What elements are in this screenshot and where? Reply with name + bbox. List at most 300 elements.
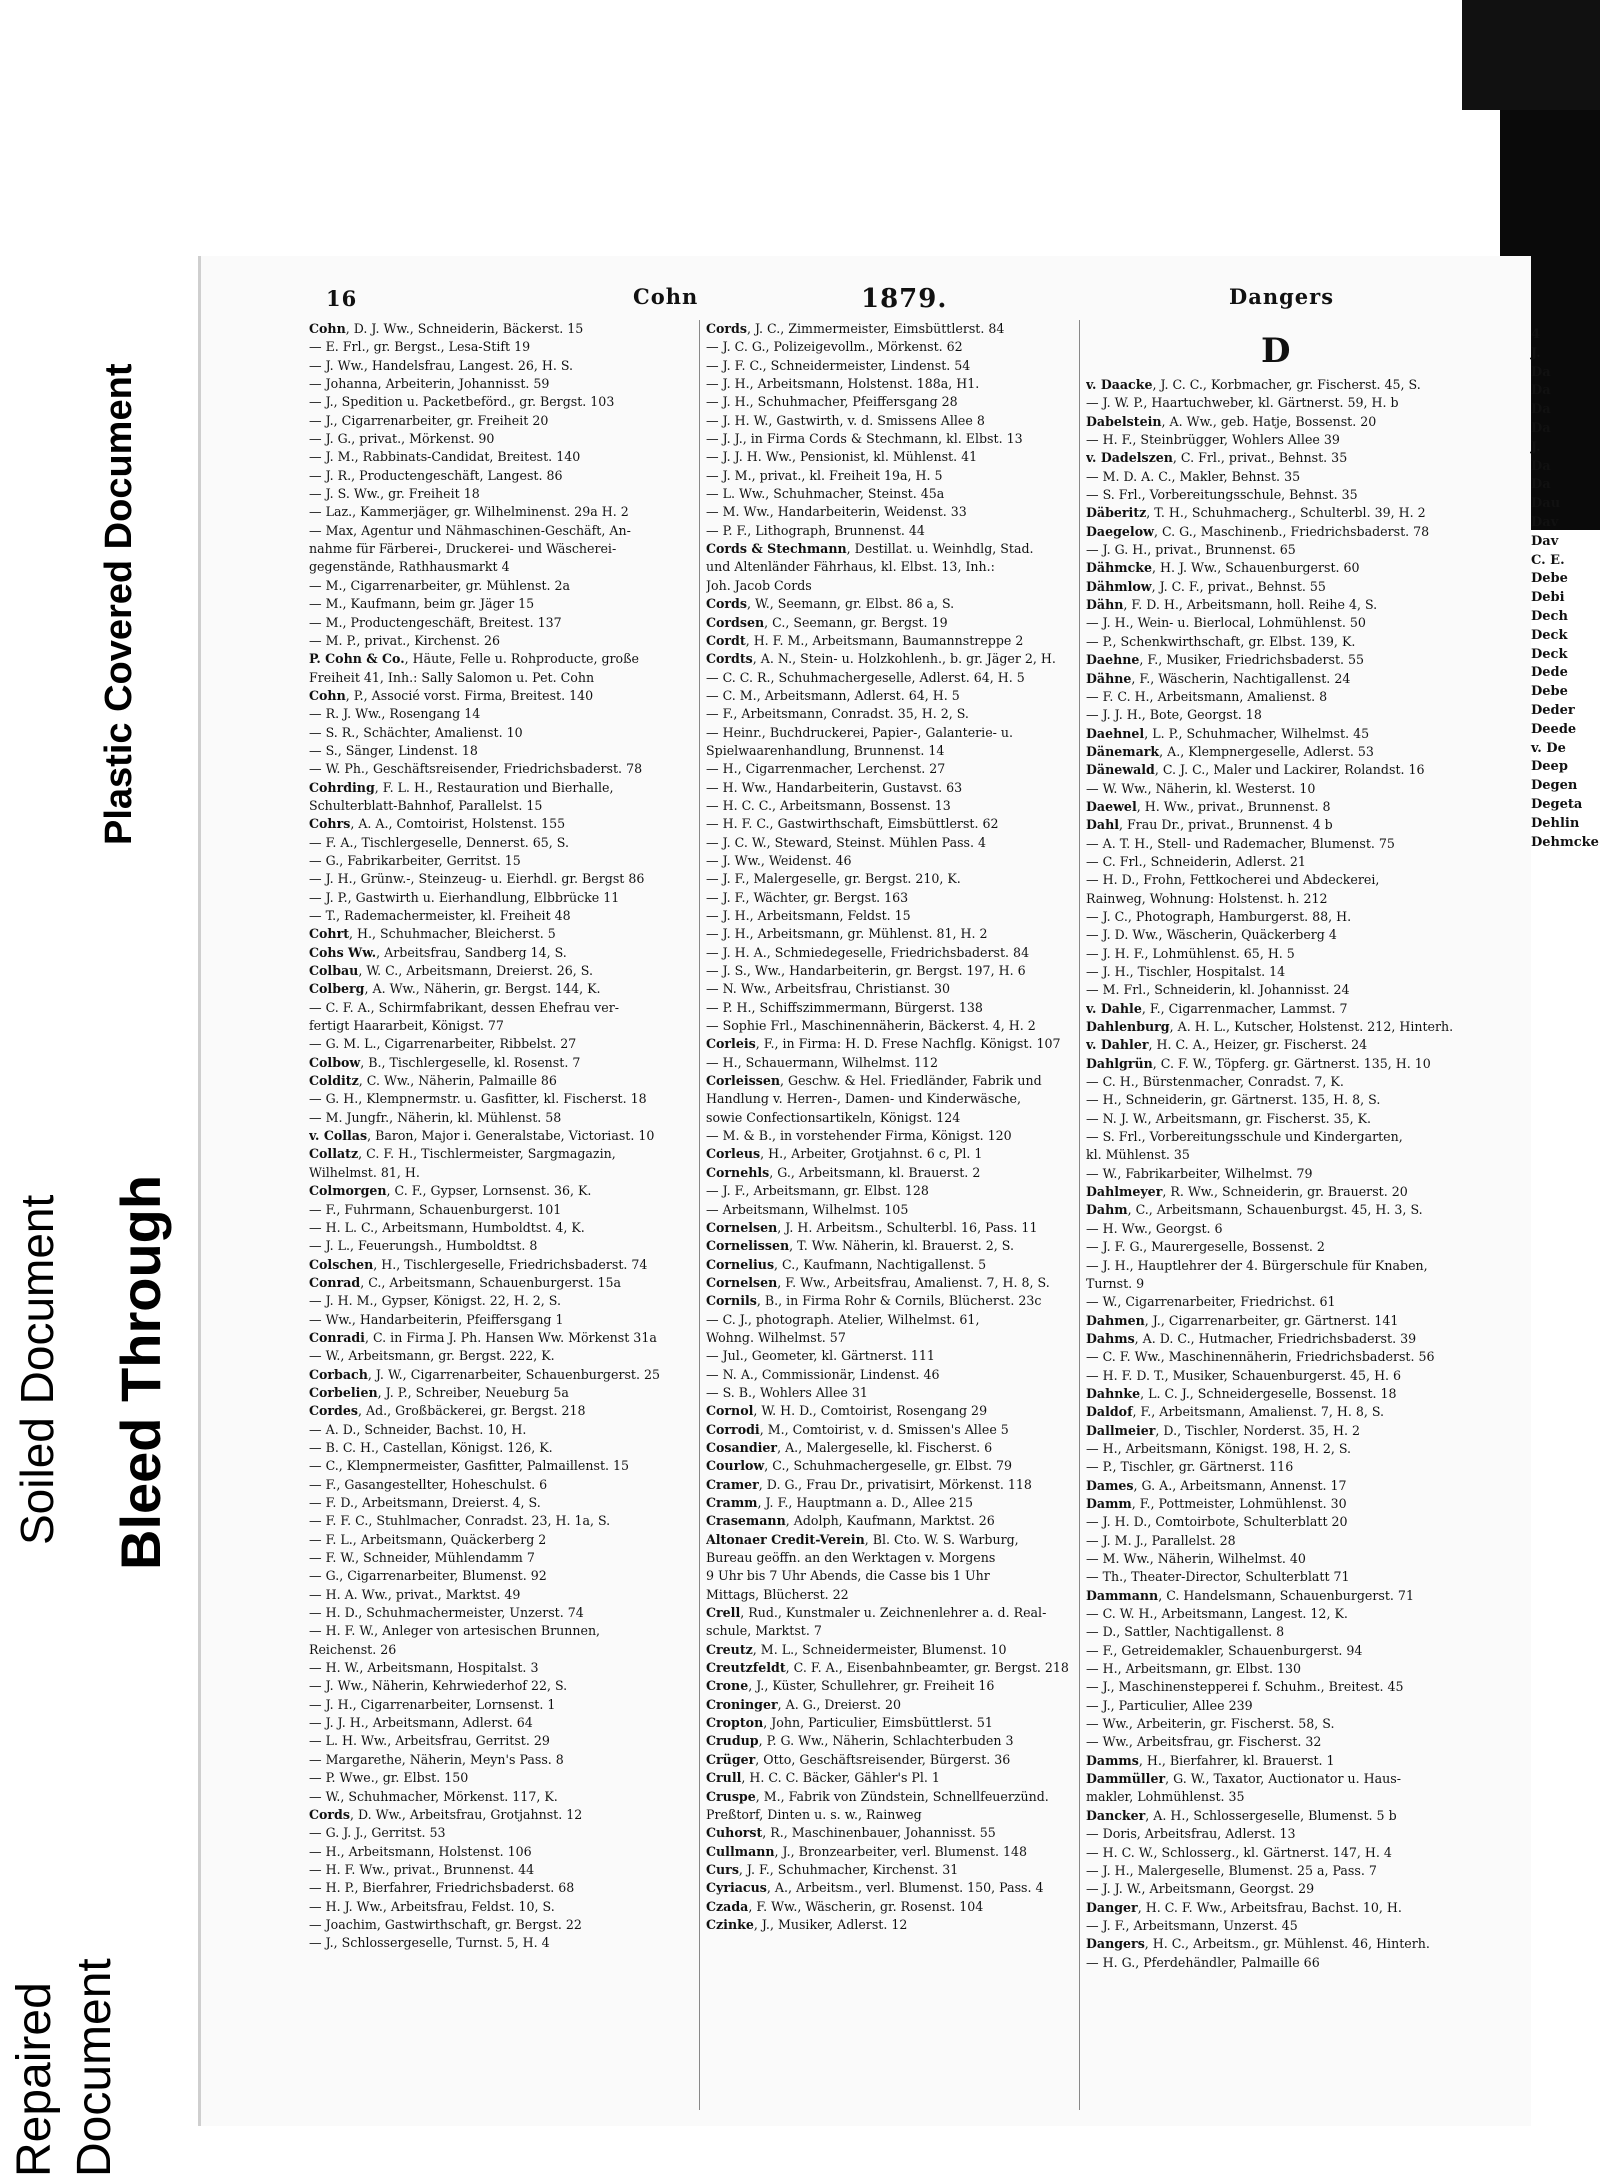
directory-entry: v. Dahle, F., Cigarrenmacher, Lammst. 7 xyxy=(1086,1000,1348,1016)
repaired-label-line2: Document xyxy=(68,1958,121,2177)
directory-entry: Cornelsen, J. H. Arbeitsm., Schulterbl. 16, Pass. 11 xyxy=(706,1219,1038,1235)
directory-entry: — J. M. J., Parallelst. 28 xyxy=(1086,1532,1236,1548)
directory-entry: — J. D. Ww., Wäscherin, Quäckerberg 4 xyxy=(1086,927,1337,943)
directory-entry: Dahmen, J., Cigarrenarbeiter, gr. Gärtnerst. 141 xyxy=(1086,1312,1399,1328)
directory-entry: — W., Fabrikarbeiter, Wilhelmst. 79 xyxy=(1086,1165,1313,1181)
directory-entry: — M. Ww., Handarbeiterin, Weidenst. 33 xyxy=(706,504,967,520)
directory-entry: Deck xyxy=(1531,646,1568,662)
directory-entry: Cohrding, F. L. H., Restauration und Bierhalle, xyxy=(309,779,614,795)
directory-entry: — J. Ww., Näherin, Kehrwiederhof 22, S. xyxy=(309,1678,568,1694)
directory-entry: — F. A., Tischlergeselle, Dennerst. 65, S. xyxy=(309,834,569,850)
directory-entry: Dahms, A. D. C., Hutmacher, Friedrichsbaderst. 39 xyxy=(1086,1330,1417,1346)
directory-entry: — J. M., Rabbinats-Candidat, Breitest. 140 xyxy=(309,449,581,465)
directory-entry: Corbach, J. W., Cigarrenarbeiter, Schauenburgerst. 25 xyxy=(309,1366,661,1382)
directory-entry: — F., Gasangestellter, Hoheschulst. 6 xyxy=(309,1476,548,1492)
running-head-left: Cohn xyxy=(633,284,699,309)
directory-entry: Spielwaarenhandlung, Brunnenst. 14 xyxy=(706,742,945,758)
directory-entry: Dammüller, G. W., Taxator, Auctionator u. Haus- xyxy=(1086,1771,1401,1787)
directory-entry: 9 Uhr bis 7 Uhr Abends, die Casse bis 1 Uhr xyxy=(706,1568,990,1584)
directory-entry: Cornol, W. H. D., Comtoirist, Rosengang 29 xyxy=(706,1403,988,1419)
directory-entry: — W., Schuhmacher, Mörkenst. 117, K. xyxy=(309,1788,558,1804)
directory-entry: Cohrt, H., Schuhmacher, Bleicherst. 5 xyxy=(309,926,556,942)
directory-entry: Dames, G. A., Arbeitsmann, Annenst. 17 xyxy=(1086,1477,1347,1493)
directory-entry: — H., Cigarrenmacher, Lerchenst. 27 xyxy=(706,761,946,777)
directory-entry: — J. S. Ww., gr. Freiheit 18 xyxy=(309,486,480,502)
directory-entry: P. Cohn & Co., Häute, Felle u. Rohproducte, große xyxy=(309,651,639,667)
directory-entry: — C. M., Arbeitsmann, Adlerst. 64, H. 5 xyxy=(706,687,960,703)
directory-entry: — C. C. R., Schuhmachergeselle, Adlerst. 64, H. 5 xyxy=(706,669,1025,685)
directory-entry: Conradi, C. in Firma J. Ph. Hansen Ww. Mörkenst 31a xyxy=(309,1329,657,1345)
directory-entry: — H., Arbeitsmann, Holstenst. 106 xyxy=(309,1843,532,1859)
directory-entry: — J. J. W., Arbeitsmann, Georgst. 29 xyxy=(1086,1881,1315,1897)
directory-entry: Czada, F. Ww., Wäscherin, gr. Rosenst. 104 xyxy=(706,1898,984,1914)
directory-entry: — H. C. C., Arbeitsmann, Bossenst. 13 xyxy=(706,797,951,813)
directory-entry: Colberg, A. Ww., Näherin, gr. Bergst. 144, K. xyxy=(309,981,601,997)
directory-entry: Crudup, P. G. Ww., Näherin, Schlachterbuden 3 xyxy=(706,1733,1014,1749)
directory-entry: — J. Ww., Weidenst. 46 xyxy=(706,852,852,868)
directory-entry: — J. F. G., Maurergeselle, Bossenst. 2 xyxy=(1086,1239,1325,1255)
directory-entry: — F. F. C., Stuhlmacher, Conradst. 23, H. 1a, S. xyxy=(309,1513,611,1529)
directory-entry: — J. C. W., Steward, Steinst. Mühlen Pass. 4 xyxy=(706,834,987,850)
directory-entry: v. Collas, Baron, Major i. Generalstabe, Victoriast. 10 xyxy=(309,1128,655,1144)
directory-entry: Cruspe, M., Fabrik von Zündstein, Schnellfeuerzünd. xyxy=(706,1788,1049,1804)
directory-entry: — N. A., Commissionär, Lindenst. 46 xyxy=(706,1366,940,1382)
directory-entry: — J. H., Cigarrenarbeiter, Lornsenst. 1 xyxy=(309,1696,556,1712)
directory-entry: — C. J., photograph. Atelier, Wilhelmst. 61, xyxy=(706,1311,980,1327)
directory-entry: — S., Sänger, Lindenst. 18 xyxy=(309,742,478,758)
directory-entry: Dähmlow, J. C. F., privat., Behnst. 55 xyxy=(1086,578,1326,594)
directory-entry: Dech xyxy=(1531,608,1568,624)
directory-entry: — J. F., Malergeselle, gr. Bergst. 210, K. xyxy=(706,871,961,887)
directory-entry: Dehmcke xyxy=(1531,834,1599,850)
directory-entry: Dahm, C., Arbeitsmann, Schauenburgst. 45, H. 3, S. xyxy=(1086,1202,1423,1218)
directory-entry: — Ww., Arbeiterin, gr. Fischerst. 58, S. xyxy=(1086,1716,1335,1732)
directory-entry: — S. B., Wohlers Allee 31 xyxy=(706,1384,868,1400)
directory-entry: — J. J. H., Bote, Georgst. 18 xyxy=(1086,707,1262,723)
directory-entry: — Heinr., Buchdruckerei, Papier-, Galanterie- u. xyxy=(706,724,1014,740)
directory-entry: — G. H., Klempnermstr. u. Gasfitter, kl. Fischerst. 18 xyxy=(309,1091,647,1107)
directory-entry: Cornelius, C., Kaufmann, Nachtigallenst. 5 xyxy=(706,1256,987,1272)
directory-entry: — F. D., Arbeitsmann, Dreierst. 4, S. xyxy=(309,1495,541,1510)
directory-entry: — H. F. W., Anleger von artesischen Brunnen, xyxy=(309,1623,601,1639)
directory-entry: Colbow, B., Tischlergeselle, kl. Rosenst. 7 xyxy=(309,1054,581,1070)
directory-entry: Cropton, John, Particulier, Eimsbüttlerst. 51 xyxy=(706,1715,993,1731)
directory-entry: — J. Ww., Handelsfrau, Langest. 26, H. S. xyxy=(309,357,574,373)
directory-entry: — W. Ph., Geschäftsreisender, Friedrichsbaderst. 78 xyxy=(309,761,643,777)
directory-entry: — Doris, Arbeitsfrau, Adlerst. 13 xyxy=(1086,1826,1296,1842)
directory-entry: — J. F. C., Schneidermeister, Lindenst. 54 xyxy=(706,357,971,373)
directory-entry: — C., Klempnermeister, Gasfitter, Palmaillenst. 15 xyxy=(309,1458,630,1474)
directory-entry: Cyriacus, A., Arbeitsm., verl. Blumenst. 150, Pass. 4 xyxy=(706,1880,1044,1896)
directory-entry: Dänewald, C. J. C., Maler und Lackirer, Rolandst. 16 xyxy=(1086,762,1425,778)
directory-entry: sowie Confectionsartikeln, Königst. 124 xyxy=(706,1109,961,1125)
directory-entry: — H. C. W., Schlosserg., kl. Gärtnerst. 147, H. 4 xyxy=(1086,1844,1392,1860)
directory-entry: — J. H., Malergeselle, Blumenst. 25 a, Pass. 7 xyxy=(1086,1862,1377,1878)
directory-entry: Cohrs, A. A., Comtoirist, Holstenst. 155 xyxy=(309,816,566,832)
directory-entry: — Johanna, Arbeiterin, Johannisst. 59 xyxy=(309,376,550,392)
directory-entry: — P., Schenkwirthschaft, gr. Elbst. 139, K. xyxy=(1086,633,1356,649)
directory-entry: Crone, J., Küster, Schullehrer, gr. Freiheit 16 xyxy=(706,1678,995,1694)
directory-entry: — J., Spedition u. Packetbeförd., gr. Bergst. 103 xyxy=(309,394,615,410)
repaired-label-line1: Repaired xyxy=(8,1982,61,2177)
directory-entry: Cuhorst, R., Maschinenbauer, Johannisst. 55 xyxy=(706,1825,996,1841)
scan-bottom-margin xyxy=(198,2128,1600,2177)
directory-entry: — Ww., Arbeitsfrau, gr. Fischerst. 32 xyxy=(1086,1734,1322,1750)
directory-entry: — B. C. H., Castellan, Königst. 126, K. xyxy=(309,1439,553,1455)
directory-entry: Creutzfeldt, C. F. A., Eisenbahnbeamter, gr. Bergst. 218 xyxy=(706,1660,1069,1676)
directory-entry: — J. F., Arbeitsmann, gr. Elbst. 128 xyxy=(706,1183,929,1199)
directory-entry: — C. W. H., Arbeitsmann, Langest. 12, K. xyxy=(1086,1606,1348,1622)
directory-entry: Dabelstein, A. Ww., geb. Hatje, Bossenst. 20 xyxy=(1086,413,1377,429)
directory-entry: Dallmeier, D., Tischler, Norderst. 35, H. 2 xyxy=(1086,1422,1360,1438)
directory-entry: — H. D., Frohn, Fettkocherei und Abdeckerei, xyxy=(1086,872,1380,888)
directory-entry: Dav xyxy=(1531,514,1559,530)
directory-entry: Freiheit 41, Inh.: Sally Salomon u. Pet. Cohn xyxy=(309,669,595,685)
directory-entry: — J. H. F., Lohmühlenst. 65, H. 5 xyxy=(1086,945,1295,961)
directory-entry: Danger, H. C. F. Ww., Arbeitsfrau, Bachst. 10, H. xyxy=(1086,1899,1402,1915)
directory-entry: — J., Maschinenstepperei f. Schuhm., Breitest. 45 xyxy=(1086,1679,1404,1695)
directory-entry: — M. P., privat., Kirchenst. 26 xyxy=(309,632,500,648)
directory-entry: — J., Cigarrenarbeiter, gr. Freiheit 20 xyxy=(309,412,549,428)
directory-entry: Corleis, F., in Firma: H. D. Frese Nachflg. Königst. 107 xyxy=(706,1036,1061,1052)
directory-entry: schule, Marktst. 7 xyxy=(706,1623,822,1639)
directory-entry: — J. F., Arbeitsmann, Unzerst. 45 xyxy=(1086,1917,1298,1933)
directory-entry: — L. H. Ww., Arbeitsfrau, Gerritst. 29 xyxy=(309,1733,550,1749)
directory-entry: Corleus, H., Arbeiter, Grotjahnst. 6 c, Pl. 1 xyxy=(706,1146,983,1162)
directory-entry: Handlung v. Herren-, Damen- und Kinderwäsche, xyxy=(706,1091,1022,1107)
directory-entry: fertigt Haararbeit, Königst. 77 xyxy=(309,1018,504,1034)
directory-entry: — H. F. C., Gastwirthschaft, Eimsbüttlerst. 62 xyxy=(706,816,999,832)
directory-entry: Dahl, Frau Dr., privat., Brunnenst. 4 b xyxy=(1086,817,1333,833)
directory-entry: — S. R., Schächter, Amalienst. 10 xyxy=(309,724,523,740)
soiled-document-label: Soiled Document xyxy=(11,1194,63,1545)
directory-entry: — Th., Theater-Director, Schulterblatt 71 xyxy=(1086,1569,1350,1585)
directory-entry: Da xyxy=(1531,477,1551,493)
directory-entry: Cords & Stechmann, Destillat. u. Weinhdlg, Stad. xyxy=(706,541,1034,557)
directory-entry: — J. J., in Firma Cords & Stechmann, kl. Elbst. 13 xyxy=(706,431,1023,447)
directory-entry: Da xyxy=(1531,383,1551,399)
directory-entry: v. De xyxy=(1531,740,1566,756)
directory-entry: Dede xyxy=(1531,665,1568,681)
directory-entry: — M. Ww., Näherin, Wilhelmst. 40 xyxy=(1086,1551,1306,1566)
directory-entry: Daehnel, L. P., Schuhmacher, Wilhelmst. 45 xyxy=(1086,725,1370,741)
directory-entry: — H., Arbeitsmann, gr. Elbst. 130 xyxy=(1086,1661,1302,1677)
directory-entry: — H. Ww., Handarbeiterin, Gustavst. 63 xyxy=(706,779,963,795)
directory-entry: — H. D., Schuhmachermeister, Unzerst. 74 xyxy=(309,1605,584,1621)
directory-entry: Dammann, C. Handelsmann, Schauenburgerst. 71 xyxy=(1086,1587,1414,1603)
directory-entry: Crell, Rud., Kunstmaler u. Zeichnenlehrer a. d. Real- xyxy=(706,1605,1047,1621)
directory-entry: Dav xyxy=(1531,533,1559,549)
directory-entry: gegenstände, Rathhausmarkt 4 xyxy=(309,559,510,575)
directory-entry: Daegelow, C. G., Maschinenb., Friedrichsbaderst. 78 xyxy=(1086,523,1430,539)
directory-entry: Cornelissen, T. Ww. Näherin, kl. Brauerst. 2, S. xyxy=(706,1238,1014,1254)
directory-entry: — C. F. A., Schirmfabrikant, dessen Ehefrau ver- xyxy=(309,999,619,1015)
directory-entry: Czinke, J., Musiker, Adlerst. 12 xyxy=(706,1916,908,1932)
directory-entry: Cordts, A. N., Stein- u. Holzkohlenh., b. gr. Jäger 2, H. xyxy=(706,651,1056,667)
directory-entry: — H. W., Arbeitsmann, Hospitalst. 3 xyxy=(309,1660,539,1676)
directory-entry: Dähne, F., Wäscherin, Nachtigallenst. 24 xyxy=(1086,670,1351,686)
directory-entry: — H. J. Ww., Arbeitsfrau, Feldst. 10, S. xyxy=(309,1898,555,1914)
directory-entry: — J. H., Wein- u. Bierlocal, Lohmühlenst. 50 xyxy=(1086,615,1366,631)
directory-entry: — Joachim, Gastwirthschaft, gr. Bergst. 22 xyxy=(309,1916,582,1932)
directory-entry: Da xyxy=(1531,420,1551,436)
directory-entry: Crull, H. C. C. Bäcker, Gähler's Pl. 1 xyxy=(706,1770,940,1786)
directory-entry: Rainweg, Wohnung: Holstenst. h. 212 xyxy=(1086,890,1328,906)
directory-entry: — J. H., Tischler, Hospitalst. 14 xyxy=(1086,964,1286,979)
directory-entry: Cosandier, A., Malergeselle, kl. Fischerst. 6 xyxy=(706,1439,993,1455)
directory-entry: Creutz, M. L., Schneidermeister, Blumenst. 10 xyxy=(706,1641,1007,1657)
running-head-right: Dangers xyxy=(1229,284,1335,309)
directory-entry: Daehne, F., Musiker, Friedrichsbaderst. 55 xyxy=(1086,652,1365,668)
bleed-through-label: Bleed Through xyxy=(109,1174,172,1570)
directory-entry: Cornils, B., in Firma Rohr & Cornils, Blücherst. 23c xyxy=(706,1293,1042,1309)
directory-entry: Schulterblatt-Bahnhof, Parallelst. 15 xyxy=(309,797,543,813)
directory-entry: Degeta xyxy=(1531,796,1583,812)
directory-entry: Bureau geöffn. an den Werktagen v. Morgens xyxy=(706,1550,996,1566)
directory-entry: Cohn, P., Associé vorst. Firma, Breitest. 140 xyxy=(309,687,594,703)
directory-entry: — F. W., Schneider, Mühlendamm 7 xyxy=(309,1550,535,1566)
directory-entry: — Jul., Geometer, kl. Gärtnerst. 111 xyxy=(706,1348,935,1364)
directory-entry: Cohn, D. J. Ww., Schneiderin, Bäckerst. 15 xyxy=(309,321,584,336)
directory-entry: — J. C. G., Polizeigevollm., Mörkenst. 62 xyxy=(706,339,963,355)
directory-entry: — W. Ww., Näherin, kl. Westerst. 10 xyxy=(1086,780,1316,796)
directory-entry: Cords, W., Seemann, gr. Elbst. 86 a, S. xyxy=(706,596,955,612)
directory-entry: — Ww., Handarbeiterin, Pfeiffersgang 1 xyxy=(309,1311,564,1327)
directory-entry: — N. Ww., Arbeitsfrau, Christianst. 30 xyxy=(706,981,951,997)
directory-entry: — H. G., Pferdehändler, Palmaille 66 xyxy=(1086,1954,1320,1970)
directory-entry: Cramer, D. G., Frau Dr., privatisirt, Mörkenst. 118 xyxy=(706,1476,1032,1492)
directory-entry: — J. S., Ww., Handarbeiterin, gr. Bergst. 197, H. 6 xyxy=(706,963,1026,979)
directory-entry: — H., Schneiderin, gr. Gärtnerst. 135, H. 8, S. xyxy=(1086,1092,1381,1108)
directory-entry: — J. L., Feuerungsh., Humboldtst. 8 xyxy=(309,1238,538,1254)
directory-entry: — J. H. W., Gastwirth, v. d. Smissens Allee 8 xyxy=(706,412,985,428)
directory-entry: — Sophie Frl., Maschinennäherin, Bäckerst. 4, H. 2 xyxy=(706,1018,1036,1034)
directory-entry: v. Daacke, J. C. C., Korbmacher, gr. Fischerst. 45, S. xyxy=(1086,377,1421,392)
directory-entry: — A. T. H., Stell- und Rademacher, Blumenst. 75 xyxy=(1086,835,1395,851)
directory-entry: — H., Schauermann, Wilhelmst. 112 xyxy=(706,1054,939,1070)
directory-entry: — G. M. L., Cigarrenarbeiter, Ribbelst. 27 xyxy=(309,1036,577,1052)
directory-entry: Debi xyxy=(1531,590,1565,606)
directory-entry: Cullmann, J., Bronzearbeiter, verl. Blumenst. 148 xyxy=(706,1843,1028,1859)
directory-entry: — M. D. A. C., Makler, Behnst. 35 xyxy=(1086,468,1301,484)
directory-entry: — N. J. W., Arbeitsmann, gr. Fischerst. 35, K. xyxy=(1086,1110,1372,1126)
directory-entry: 4 xyxy=(1531,327,1541,342)
directory-entry: — J. C., Photograph, Hamburgerst. 88, H. xyxy=(1086,908,1352,924)
directory-entry: Debe xyxy=(1531,684,1568,700)
directory-entry: — J., Particulier, Allee 239 xyxy=(1086,1697,1253,1713)
directory-entry: Cords, J. C., Zimmermeister, Eimsbüttlerst. 84 xyxy=(706,321,1005,336)
directory-entry: — G., Fabrikarbeiter, Gerritst. 15 xyxy=(309,852,521,868)
directory-entry: Crasemann, Adolph, Kaufmann, Marktst. 26 xyxy=(706,1513,995,1529)
directory-entry: — H. P., Bierfahrer, Friedrichsbaderst. 68 xyxy=(309,1880,575,1896)
directory-entry: — D., Sattler, Nachtigallenst. 8 xyxy=(1086,1624,1285,1640)
directory-entry: — T., Rademachermeister, kl. Freiheit 48 xyxy=(309,908,571,923)
directory-entry: Cohs Ww., Arbeitsfrau, Sandberg 14, S. xyxy=(309,944,567,960)
plastic-covered-label: Plastic Covered Document xyxy=(98,363,140,845)
directory-entry: — H. Ww., Georgst. 6 xyxy=(1086,1220,1223,1236)
directory-entry: — J. H., Arbeitsmann, gr. Mühlenst. 81, H. 2 xyxy=(706,926,988,942)
directory-entry: — H. L. C., Arbeitsmann, Humboldtst. 4, K. xyxy=(309,1219,585,1235)
directory-entry: Cramm, J. F., Hauptmann a. D., Allee 215 xyxy=(706,1495,974,1510)
directory-entry: — J. H., Schuhmacher, Pfeiffersgang 28 xyxy=(706,394,958,410)
directory-entry: — F. L., Arbeitsmann, Quäckerberg 2 xyxy=(309,1531,547,1547)
section-letter: D xyxy=(1261,331,1291,371)
directory-entry: Damm, F., Pottmeister, Lohmühlenst. 30 xyxy=(1086,1495,1347,1511)
directory-entry: — S. Frl., Vorbereitungsschule, Behnst. 35 xyxy=(1086,487,1358,503)
directory-entry: Dau xyxy=(1531,496,1561,512)
directory-entry: nahme für Färberei-, Druckerei- und Wäscherei- xyxy=(309,541,617,557)
directory-entry: — P. Wwe., gr. Elbst. 150 xyxy=(309,1770,469,1786)
directory-entry: J. xyxy=(1531,345,1541,361)
directory-entry: — J. H. M., Gypser, Königst. 22, H. 2, S. xyxy=(309,1293,561,1309)
directory-entry: — M. & B., in vorstehender Firma, Königst. 120 xyxy=(706,1128,1012,1144)
directory-entry: Dancker, A. H., Schlossergeselle, Blumenst. 5 b xyxy=(1086,1807,1397,1823)
directory-entry: — L. Ww., Schuhmacher, Steinst. 45a xyxy=(706,486,945,502)
directory-entry: — H., Arbeitsmann, Königst. 198, H. 2, S. xyxy=(1086,1440,1352,1456)
directory-entry: Damms, H., Bierfahrer, kl. Brauerst. 1 xyxy=(1086,1752,1335,1768)
directory-entry: Dahnke, L. C. J., Schneidergeselle, Bossenst. 18 xyxy=(1086,1385,1397,1401)
directory-entry: — J. G., privat., Mörkenst. 90 xyxy=(309,431,495,447)
directory-entry: Deder xyxy=(1531,702,1575,718)
directory-entry: — R. J. Ww., Rosengang 14 xyxy=(309,706,481,722)
directory-entry: — F., Fuhrmann, Schauenburgerst. 101 xyxy=(309,1201,562,1217)
facing-page-edge xyxy=(1531,326,1599,852)
directory-entry: Colschen, H., Tischlergeselle, Friedrichsbaderst. 74 xyxy=(309,1256,648,1272)
directory-entry: — C. Frl., Schneiderin, Adlerst. 21 xyxy=(1086,853,1306,869)
directory-entry: — H. F. D. T., Musiker, Schauenburgerst. 45, H. 6 xyxy=(1086,1367,1402,1383)
directory-entry: Da xyxy=(1531,458,1551,474)
directory-entry: Dähn, F. D. H., Arbeitsmann, holl. Reihe 4, S. xyxy=(1086,597,1378,613)
directory-entry: Dahlgrün, C. F. W., Töpferg. gr. Gärtnerst. 135, H. 10 xyxy=(1086,1055,1431,1071)
directory-entry: Mittags, Blücherst. 22 xyxy=(706,1586,849,1602)
directory-entry: — J. H. D., Comtoirbote, Schulterblatt 20 xyxy=(1086,1514,1348,1530)
directory-entry: Debe xyxy=(1531,571,1568,587)
directory-entry: v. Dahler, H. C. A., Heizer, gr. Fischerst. 24 xyxy=(1086,1037,1368,1053)
directory-entry: — S. Frl., Vorbereitungsschule und Kindergarten, xyxy=(1086,1129,1403,1145)
scan-margin xyxy=(0,0,200,2177)
directory-entry: Daldof, F., Arbeitsmann, Amalienst. 7, H. 8, S. xyxy=(1086,1404,1385,1420)
directory-entry: v. Dadelszen, C. Frl., privat., Behnst. 35 xyxy=(1086,450,1348,466)
directory-entry: Da xyxy=(1531,402,1551,418)
directory-entry: Deep xyxy=(1531,759,1568,775)
scan-edge-dark xyxy=(1462,0,1600,110)
directory-entry: — H. F., Steinbrügger, Wohlers Allee 39 xyxy=(1086,432,1340,448)
directory-entry: — Laz., Kammerjäger, gr. Wilhelminenst. 29a H. 2 xyxy=(309,504,629,520)
directory-entry: — M., Kaufmann, beim gr. Jäger 15 xyxy=(309,596,535,612)
directory-entry: — E. Frl., gr. Bergst., Lesa-Stift 19 xyxy=(309,339,531,355)
directory-entry: — A. D., Schneider, Bachst. 10, H. xyxy=(309,1421,527,1437)
directory-entry: Cornelsen, F. Ww., Arbeitsfrau, Amalienst. 7, H. 8, S. xyxy=(706,1274,1050,1290)
directory-entry: — H. F. Ww., privat., Brunnenst. 44 xyxy=(309,1861,535,1877)
page-number: 16 xyxy=(326,286,358,311)
directory-entry: — F., Getreidemakler, Schauenburgerst. 94 xyxy=(1086,1642,1363,1658)
directory-entry: Däberitz, T. H., Schuhmacherg., Schulterbl. 39, H. 2 xyxy=(1086,505,1426,521)
directory-entry: Reichenst. 26 xyxy=(309,1641,397,1657)
directory-entry: — J. H., Hauptlehrer der 4. Bürgerschule für Knaben, xyxy=(1086,1257,1428,1273)
directory-entry: — J. P., Gastwirth u. Eierhandlung, Elbbrücke 11 xyxy=(309,889,620,905)
directory-entry: — J. R., Productengeschäft, Langest. 86 xyxy=(309,467,563,483)
directory-entry: — Max, Agentur und Nähmaschinen-Geschäft, An- xyxy=(309,522,631,538)
directory-entry: — J. M., privat., kl. Freiheit 19a, H. 5 xyxy=(706,467,943,483)
directory-entry: Corbelien, J. P., Schreiber, Neueburg 5a xyxy=(309,1384,569,1400)
directory-entry: Joh. Jacob Cords xyxy=(706,577,812,593)
directory-entry: — F. C. H., Arbeitsmann, Amalienst. 8 xyxy=(1086,688,1328,704)
directory-entry: — G., Cigarrenarbeiter, Blumenst. 92 xyxy=(309,1568,547,1584)
directory-entry: — M. Frl., Schneiderin, kl. Johannisst. 24 xyxy=(1086,982,1350,998)
directory-entry: — J. H., Arbeitsmann, Holstenst. 188a, H1. xyxy=(706,376,980,392)
directory-entry: Croninger, A. G., Dreierst. 20 xyxy=(706,1696,901,1712)
directory-entry: Curs, J. F., Schuhmacher, Kirchenst. 31 xyxy=(706,1861,959,1877)
directory-entry: Dähmcke, H. J. Ww., Schauenburgerst. 60 xyxy=(1086,560,1360,576)
page-year: 1879. xyxy=(861,284,948,314)
directory-entry: Collatz, C. F. H., Tischlermeister, Sargmagazin, xyxy=(309,1146,616,1162)
directory-entry: Turnst. 9 xyxy=(1086,1275,1145,1291)
directory-entry: — G. J. J., Gerritst. 53 xyxy=(309,1825,446,1841)
directory-entry: — C. F. Ww., Maschinennäherin, Friedrichsbaderst. 56 xyxy=(1086,1349,1435,1365)
directory-entry: Wohng. Wilhelmst. 57 xyxy=(706,1329,846,1345)
directory-entry: und Altenländer Fährhaus, kl. Elbst. 13, Inh.: xyxy=(706,559,995,575)
directory-entry: Colditz, C. Ww., Näherin, Palmaille 86 xyxy=(309,1073,557,1089)
directory-entry: makler, Lohmühlenst. 35 xyxy=(1086,1789,1245,1805)
repaired-document-label xyxy=(5,1958,125,2177)
directory-entry: Colmorgen, C. F., Gypser, Lornsenst. 36, K. xyxy=(309,1183,592,1199)
directory-entry: Deck xyxy=(1531,627,1568,643)
directory-entry: — C. H., Bürstenmacher, Conradst. 7, K. xyxy=(1086,1074,1344,1090)
directory-entry: C. E. xyxy=(1531,552,1565,568)
directory-entry: — P. F., Lithograph, Brunnenst. 44 xyxy=(706,522,925,538)
directory-entry: Colbau, W. C., Arbeitsmann, Dreierst. 26, S. xyxy=(309,963,593,979)
directory-entry: Degen xyxy=(1531,778,1578,794)
directory-entry: — M. Jungfr., Näherin, kl. Mühlenst. 58 xyxy=(309,1109,562,1125)
directory-entry: Dahlmeyer, R. Ww., Schneiderin, gr. Brauerst. 20 xyxy=(1086,1184,1408,1200)
directory-entry: — F., Arbeitsmann, Conradst. 35, H. 2, S. xyxy=(706,706,969,722)
directory-entry: Dehlin xyxy=(1531,815,1580,831)
directory-entry: — J. G. H., privat., Brunnenst. 65 xyxy=(1086,542,1296,558)
directory-entry: Da xyxy=(1531,364,1551,380)
directory-entry: — Arbeitsmann, Wilhelmst. 105 xyxy=(706,1201,909,1217)
directory-entry: — M., Productengeschäft, Breitest. 137 xyxy=(309,614,562,630)
directory-entry: — J. H. A., Schmiedegeselle, Friedrichsbaderst. 84 xyxy=(706,944,1030,960)
directory-column-3 xyxy=(1086,376,1476,1972)
directory-entry: — P. H., Schiffszimmermann, Bürgerst. 138 xyxy=(706,999,983,1015)
directory-entry: Cordsen, C., Seemann, gr. Bergst. 19 xyxy=(706,614,948,630)
directory-entry: Cornehls, G., Arbeitsmann, kl. Brauerst. 2 xyxy=(706,1164,981,1180)
directory-entry: — J. J. H. Ww., Pensionist, kl. Mühlenst. 41 xyxy=(706,449,978,465)
directory-entry: — Margarethe, Näherin, Meyn's Pass. 8 xyxy=(309,1751,564,1767)
directory-entry: — H. A. Ww., privat., Marktst. 49 xyxy=(309,1586,521,1602)
directory-entry: Daewel, H. Ww., privat., Brunnenst. 8 xyxy=(1086,798,1331,814)
directory-entry: Dänemark, A., Klempnergeselle, Adlerst. 53 xyxy=(1086,743,1374,759)
directory-entry: Corleissen, Geschw. & Hel. Friedländer, Fabrik und xyxy=(706,1073,1042,1089)
directory-entry: — W., Arbeitsmann, gr. Bergst. 222, K. xyxy=(309,1348,555,1364)
directory-entry: Dahlenburg, A. H. L., Kutscher, Holstenst. 212, Hinterh. xyxy=(1086,1019,1454,1035)
directory-entry: Corrodi, M., Comtoirist, v. d. Smissen's Allee 5 xyxy=(706,1421,1009,1437)
directory-entry: kl. Mühlenst. 35 xyxy=(1086,1147,1190,1163)
directory-entry: Preßtorf, Dinten u. s. w., Rainweg xyxy=(706,1806,922,1822)
directory-entry: J. xyxy=(1531,439,1541,455)
directory-entry: — J. H., Grünw.-, Steinzeug- u. Eierhdl. gr. Bergst 86 xyxy=(309,871,645,887)
directory-entry: Dangers, H. C., Arbeitsm., gr. Mühlenst. 46, Hinterh. xyxy=(1086,1936,1430,1952)
directory-entry: — J. H., Arbeitsmann, Feldst. 15 xyxy=(706,908,911,923)
directory-page xyxy=(198,256,1599,2126)
directory-entry: Courlow, C., Schuhmachergeselle, gr. Elbst. 79 xyxy=(706,1458,1013,1474)
directory-entry: — M., Cigarrenarbeiter, gr. Mühlenst. 2a xyxy=(309,577,571,593)
directory-entry: — J. W. P., Haartuchweber, kl. Gärtnerst. 59, H. b xyxy=(1086,395,1399,411)
directory-entry: Conrad, C., Arbeitsmann, Schauenburgerst. 15a xyxy=(309,1274,622,1290)
directory-entry: Cordes, Ad., Großbäckerei, gr. Bergst. 218 xyxy=(309,1403,586,1419)
directory-entry: — W., Cigarrenarbeiter, Friedrichst. 61 xyxy=(1086,1294,1336,1310)
directory-entry: Cords, D. Ww., Arbeitsfrau, Grotjahnst. 12 xyxy=(309,1806,583,1822)
